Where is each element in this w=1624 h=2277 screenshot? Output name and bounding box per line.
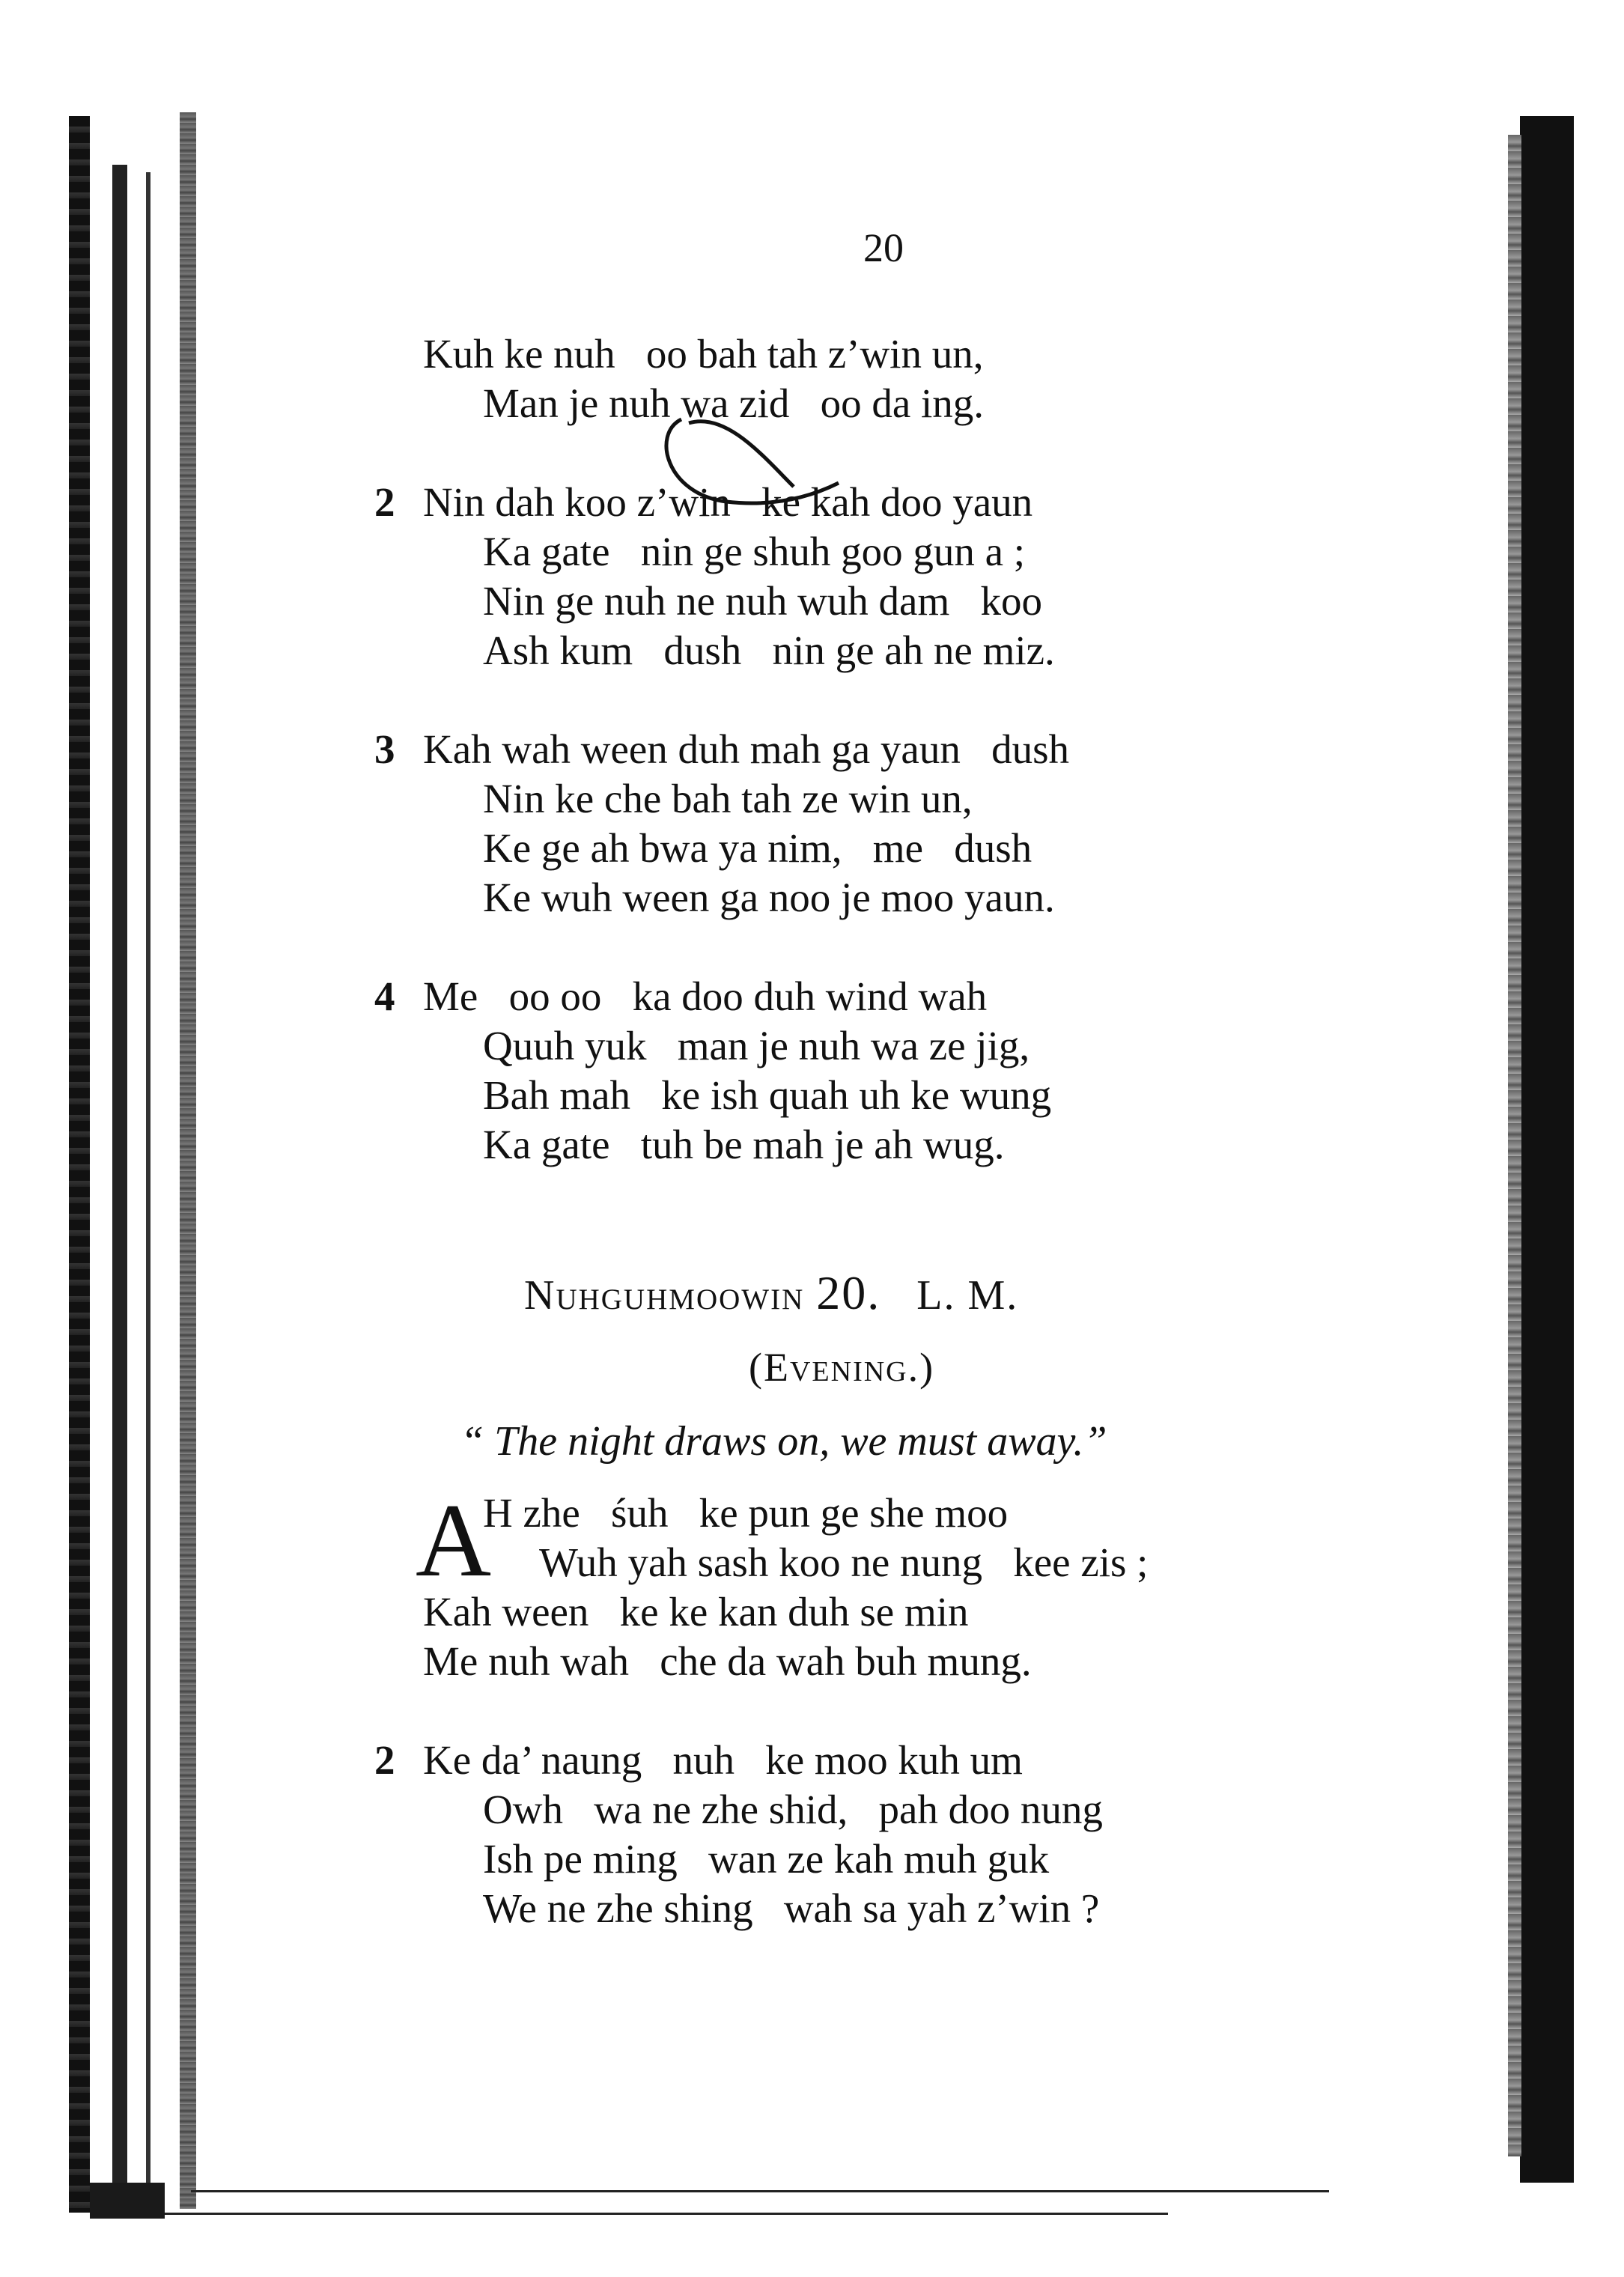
verse-line: H zhe śuh ke pun ge she moo (483, 1490, 1009, 1536)
book-edge-right-rough (1508, 135, 1521, 2156)
hymn-heading (524, 1265, 1018, 1321)
book-edge-left-mid (112, 165, 127, 2186)
hymn-subtitle: (Evening.) (749, 1345, 935, 1390)
verse-line: Quuh yuk man je nuh wa ze jig, (483, 1023, 1030, 1068)
verse-line: Ka gate tuh be mah je ah wug. (483, 1122, 1005, 1167)
hymn-title-prefix: Nuhguhmoowin (524, 1272, 805, 1319)
verse-line: We ne zhe shing wah sa yah z’win ? (483, 1885, 1100, 1931)
verse-line: Man je nuh wa zid oo da ing. (483, 380, 985, 426)
book-edge-left-outer (69, 116, 90, 2213)
hymn-epigraph: “ The night draws on, we must away.” (460, 1418, 1107, 1465)
verse-line: Ke wuh ween ga noo je moo yaun. (483, 875, 1055, 920)
verse-number: 3 (374, 726, 395, 772)
verse-line: Ke ge ah bwa ya nim, me dush (483, 825, 1033, 871)
verse-line: Nin ge nuh ne nuh wuh dam koo (483, 578, 1042, 624)
verse-line: Owh wa ne zhe shid, pah doo nung (483, 1787, 1103, 1832)
verse-line: Bah mah ke ish quah uh ke wung (483, 1072, 1052, 1118)
book-edge-left-foot (90, 2183, 165, 2219)
verse-line: Kah wah ween duh mah ga yaun dush (423, 726, 1069, 772)
hymn-meter: L. M. (916, 1272, 1019, 1319)
verse-line: Nin dah koo z’win ke kah doo yaun (423, 479, 1033, 525)
verse-line: Ish pe ming wan ze kah muh guk (483, 1836, 1050, 1882)
verse-line: Me oo oo ka doo duh wind wah (423, 973, 988, 1019)
drop-cap: A (416, 1483, 492, 1599)
verse-line: Nin ke che bah tah ze win un, (483, 776, 973, 821)
verse-number: 2 (374, 479, 395, 525)
verse-line: Kah ween ke ke kan duh se min (423, 1589, 969, 1635)
verse-number: 2 (374, 1737, 395, 1783)
book-edge-left-gutter (180, 112, 196, 2209)
page-number: 20 (863, 225, 904, 270)
hymn-number: 20. (816, 1266, 881, 1319)
verse-number: 4 (374, 973, 395, 1019)
book-edge-left-inner (146, 172, 150, 2186)
verse-line: Ash kum dush nin ge ah ne miz. (483, 627, 1055, 673)
verse-line: Ka gate nin ge shuh goo gun a ; (483, 529, 1026, 574)
book-edge-right (1520, 116, 1574, 2183)
verse-line: Wuh yah sash koo ne nung kee zis ; (539, 1539, 1149, 1585)
bottom-rule-upper (191, 2190, 1329, 2192)
verse-line: Kuh ke nuh oo bah tah z’win un, (423, 331, 984, 377)
bottom-rule-lower (165, 2213, 1168, 2215)
verse-line: Ke da’ naung nuh ke moo kuh um (423, 1737, 1023, 1783)
verse-line: Me nuh wah che da wah buh mung. (423, 1638, 1032, 1684)
